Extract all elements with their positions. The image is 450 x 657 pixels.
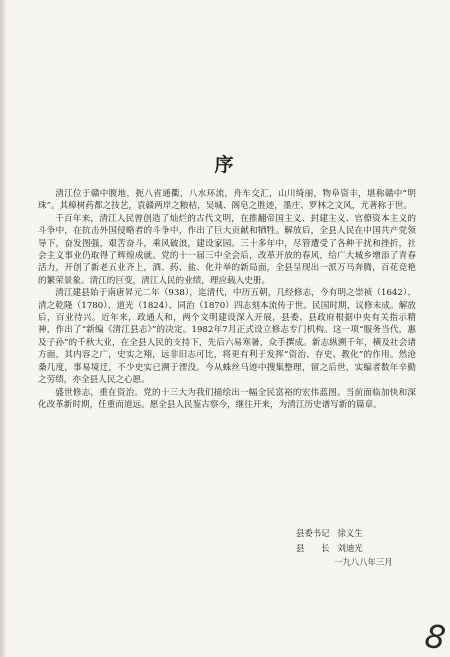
signature-role-2: 县 长 — [296, 542, 330, 553]
paragraph-3: 清江建县始于南唐昇元二年（938），迄清代，中历五朝，几经修志，今有明之崇祯（1642）、清之乾隆（1780）、道光（1824）、同治（1870）四志刻本流传于世。民国时期，议修未成。解放后，百业待兴。近年来，政通人和，两个文明建设深入开展，县委、县政府根据中央有关指示精神，作出了“新编《清江县志》”的决定。1982年7月正式设立修志专门机构。这一项“服务当代，惠及子孙”的千秋大业，在全县人民的支持下，先后六易寒暑，众手撰成。新志纵溯千年，横及社会诸方面，其内容之广，史实之翔，远非旧志可比，将更有利于发挥“资治、存史、教化”的作用。然沧桑几度，事易境迁，不少史实已溯于湮没。今从蛛丝马迹中搜集整理，留之后世，实编者数年辛勤之劳绩，亦全县人民之心愿。 — [38, 288, 416, 386]
handwritten-page-number: 8 — [422, 616, 448, 657]
signature-role-1: 县委书记 — [296, 528, 330, 538]
paragraph-2: 千百年来，清江人民曾创造了灿烂的古代文明，在推翻帝国主义、封建主义、官僚资本主义的斗争中，在抗击外国侵略者的斗争中，作出了巨大贡献和牺牲。解放后，全县人民在中国共产党领导下，奋发图强，艰苦奋斗，乘风破浪，建设家园。三十多年中，尽管遭受了各种干扰和挫折，社会主义事业仍取得了辉煌成就。党的十一届三中全会后，改革开放的春风，给广大城乡增添了青春活力，开创了新老五业齐上，酒、药、盐、化并举的新局面，全县呈现出一派万马奔腾，百花竞艳的繁荣景象。清江的巨变，清江人民的业绩，理应载入史册。 — [38, 213, 416, 286]
preface-body — [38, 188, 416, 411]
paragraph-4: 盛世修志，重在资治。党的十三大为我们描绘出一幅全民富裕的宏伟蓝图。当前面临加快和深化改革新时期，任重而道远。愿全县人民鉴古察今，继往开来，为清江历史谱写新的篇章。 — [38, 387, 416, 410]
paragraph-1: 清江位于赣中腹地，扼八省通衢，八水环流，舟车交汇，山川绮丽，物阜资丰，堪称赣中“明珠”。其樟树药都之技艺，袁赣两岸之粮桔，吴城、阁皂之胜迹，墨庄、罗林之文风，尤著称于世。 — [38, 189, 416, 212]
preface-title: 序 — [214, 154, 236, 176]
signature-name-2: 刘迪光 — [337, 542, 363, 553]
signature-date: 一九八八年三月 — [334, 557, 393, 567]
signature-block — [296, 526, 426, 570]
page-edge-shadow — [0, 0, 7, 657]
signature-name-1: 徐义生 — [337, 528, 363, 538]
signature-line-1 — [296, 526, 426, 541]
signature-line-2 — [296, 541, 426, 556]
